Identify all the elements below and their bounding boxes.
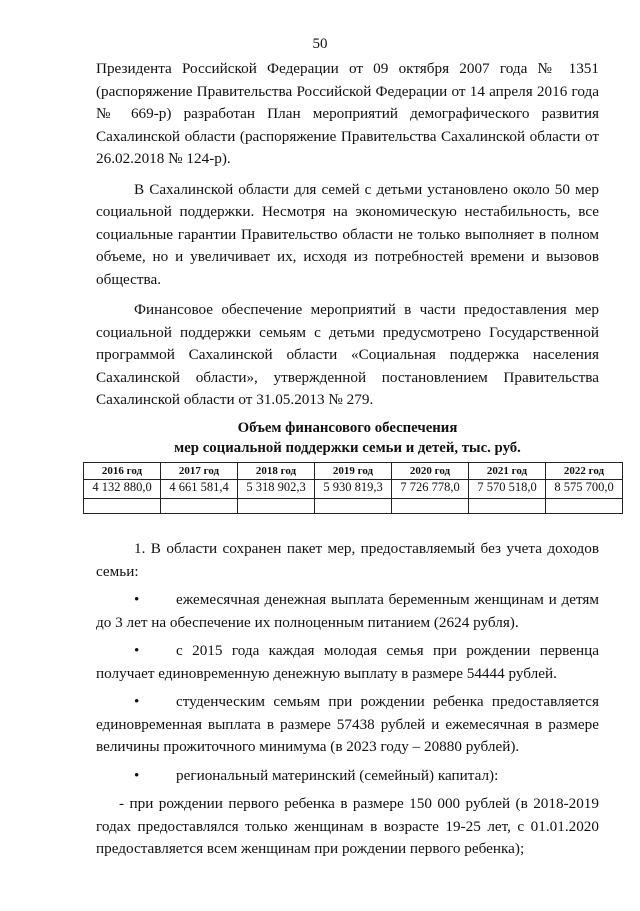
body-text-bottom bbox=[96, 538, 599, 861]
list-item-text: с 2015 года каждая молодая семья при рождении первенца получает единовременную денежную выплату в размере 54444 рублей. bbox=[96, 642, 599, 682]
table-cell: 7 726 778,0 bbox=[392, 480, 469, 499]
table-header-cell: 2020 год bbox=[392, 463, 469, 480]
bullet-marker: • bbox=[134, 693, 140, 710]
table-header-cell: 2017 год bbox=[161, 463, 238, 480]
table-cell: 4 661 581,4 bbox=[161, 480, 238, 499]
table-header-cell: 2018 год bbox=[238, 463, 315, 480]
table-header-row bbox=[84, 463, 623, 480]
table-header-cell: 2022 год bbox=[546, 463, 623, 480]
table-header-cell: 2019 год bbox=[315, 463, 392, 480]
page-number: 50 bbox=[312, 36, 328, 52]
table-cell: 8 575 700,0 bbox=[546, 480, 623, 499]
list-item bbox=[96, 640, 599, 685]
table-title-line-2: мер социальной поддержки семьи и детей, тыс. руб. bbox=[174, 440, 521, 456]
table-cell: 7 570 518,0 bbox=[469, 480, 546, 499]
financing-table bbox=[83, 462, 623, 514]
body-text-top bbox=[96, 58, 599, 412]
table-title-line-1: Объем финансового обеспечения bbox=[237, 420, 458, 436]
paragraph-financing: Финансовое обеспечение мероприятий в части предоставления мер социальной поддержки семьям с детьми предусмотрено Государственной программой Сахалинской области «Социальная поддержка населения Сахалинской области», утвержденной постановлением Правительства Сахалинской области от 31.05.2013 № 279. bbox=[96, 301, 599, 408]
table-header-cell: 2016 год bbox=[84, 463, 161, 480]
list-item bbox=[96, 765, 599, 788]
table-cell: 4 132 880,0 bbox=[84, 480, 161, 499]
table-cell: 5 318 902,3 bbox=[238, 480, 315, 499]
bullet-marker: • bbox=[134, 591, 140, 608]
table-row-empty bbox=[84, 499, 623, 514]
bullet-marker: • bbox=[134, 766, 140, 784]
list-intro: 1. В области сохранен пакет мер, предоставляемый без учета доходов семьи: bbox=[96, 540, 599, 580]
bullet-marker: • bbox=[134, 642, 140, 659]
table-header-cell: 2021 год bbox=[469, 463, 546, 480]
list-item-text: региональный материнский (семейный) капитал): bbox=[176, 766, 499, 784]
paragraph-continuation: Президента Российской Федерации от 09 октября 2007 года № 1351 (распоряжение Правительства Российской Федерации от 14 апреля 2016 года № 669-р) разработан План мероприятий демографического развития Сахалинской области (распоряжение Правительства Сахалинской области от 26.02.2018 № 124-р). bbox=[96, 60, 599, 167]
paragraph-social-support: В Сахалинской области для семей с детьми установлено около 50 мер социальной поддержки. Несмотря на экономическую нестабильность, все социальные гарантии Правительство области не только выполняет в полном объеме, но и увеличивает их, исходя из потребностей времени и вызовов общества. bbox=[96, 180, 599, 288]
list-item bbox=[96, 589, 599, 634]
sub-item: - при рождении первого ребенка в размере 150 000 рублей (в 2018-2019 годах предоставлялся только женщинам в возрасте 19-25 лет, с 01.01.2020 предоставляется всем женщинам при рождении первого ребенка); bbox=[96, 795, 599, 857]
table-title bbox=[96, 418, 599, 458]
table-cell: 5 930 819,3 bbox=[315, 480, 392, 499]
table-row bbox=[84, 480, 623, 499]
list-item-text: студенческим семьям при рождении ребенка предоставляется единовременная выплата в размере 57438 рублей и ежемесячная в размере величины прожиточного минимума (в 2023 году – 20880 рублей). bbox=[96, 693, 599, 755]
list-item-text: ежемесячная денежная выплата беременным женщинам и детям до 3 лет на обеспечение их полноценным питанием (2624 рубля). bbox=[96, 591, 599, 631]
list-item bbox=[96, 691, 599, 759]
